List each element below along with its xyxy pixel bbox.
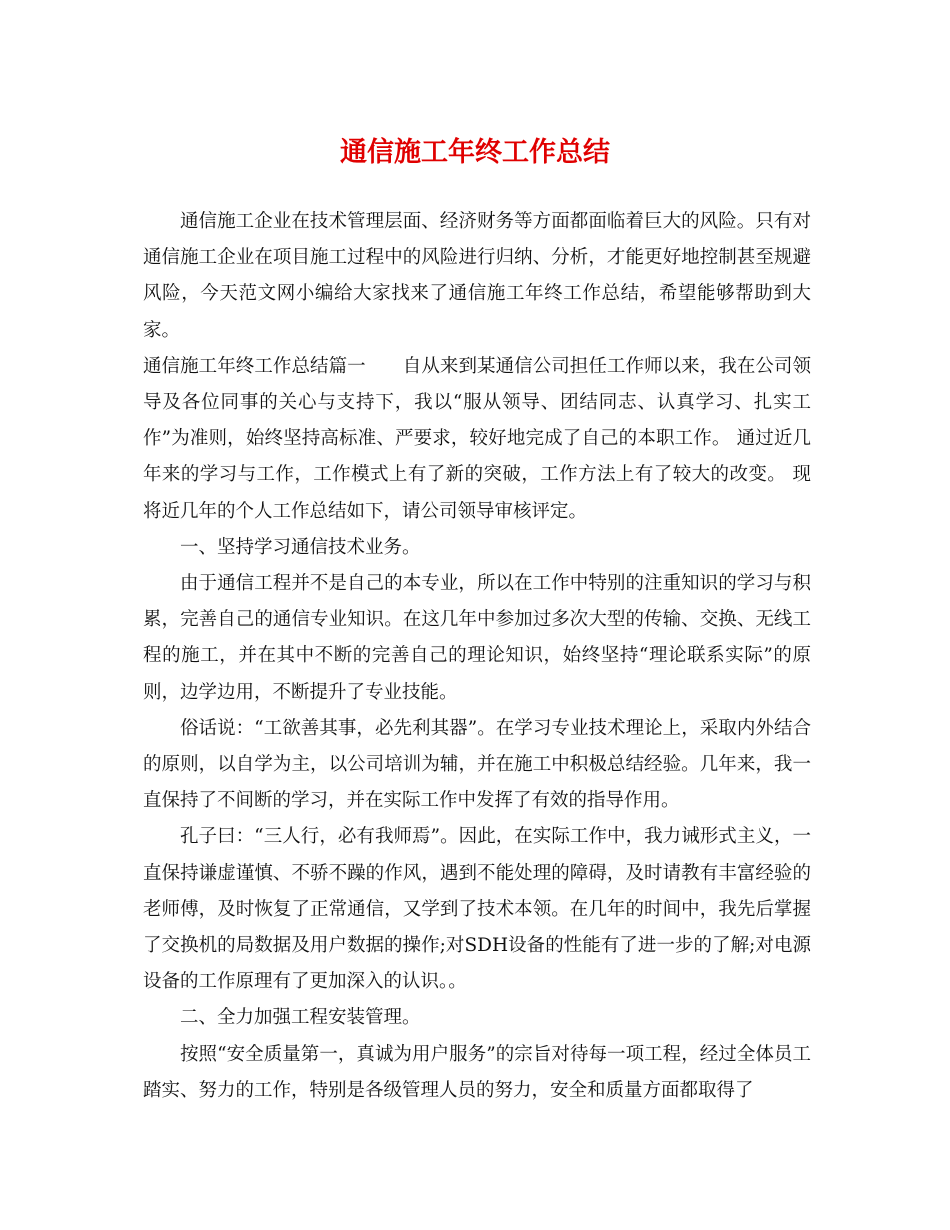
paragraph-safety: 按照“安全质量第一，真诚为用户服务”的宗旨对待每一项工程，经过全体员工踏实、努力的工作，特别是各级管理人员的努力，安全和质量方面都取得了 xyxy=(143,1043,811,1101)
paragraph-study: 由于通信工程并不是自己的本专业，所以在工作中特别的注重知识的学习与积累，完善自己的通信专业知识。在这几年中参加过多次大型的传输、交换、无线工程的施工，并在其中不断的完善自己的理论知识，始终坚持“理论联系实际”的原则，边学边用，不断提升了专业技能。 xyxy=(143,573,811,703)
paragraph-intro: 通信施工企业在技术管理层面、经济财务等方面都面临着巨大的风险。只有对通信施工企业在项目施工过程中的风险进行归纳、分析，才能更好地控制甚至规避风险，今天范文网小编给大家找来了通信施工年终工作总结，希望能够帮助到大家。 xyxy=(143,211,811,341)
paragraph-confucius: 孔子曰：“三人行，必有我师焉”。因此，在实际工作中，我力诫形式主义，一直保持谦虚谨慎、不骄不躁的作风，遇到不能处理的障碍，及时请教有丰富经验的老师傅，及时恢复了正常通信，又学到了技术本领。在几年的时间中，我先后掌握了交换机的局数据及用户数据的操作;对SDH设备的性能有了进一步的了解;对电源设备的工作原理有了更加深入的认识。。 xyxy=(143,826,811,993)
paragraph-proverb: 俗话说：“工欲善其事，必先利其器”。在学习专业技术理论上，采取内外结合的原则，以自学为主，以公司培训为辅，并在施工中积极总结经验。几年来，我一直保持了不间断的学习，并在实际工作中发挥了有效的指导作用。 xyxy=(143,717,811,812)
document-body xyxy=(143,204,811,1109)
document-title: 通信施工年终工作总结 xyxy=(340,137,610,168)
section-heading-1: 一、坚持学习通信技术业务。 xyxy=(180,536,421,558)
paragraph-part-one-opening: 通信施工年终工作总结篇一 自从来到某通信公司担任工作师以来，我在公司领导及各位同事的关心与支持下，我以“服从领导、团结同志、认真学习、扎实工作”为准则，始终坚持高标准、严要求，较好地完成了自己的本职工作。 通过近几年来的学习与工作，工作模式上有了新的突破，工作方法上有了较大的改变。 现将近几年的个人工作总结如下，请公司领导审核评定。 xyxy=(143,355,811,522)
section-heading-2: 二、全力加强工程安装管理。 xyxy=(180,1007,421,1029)
